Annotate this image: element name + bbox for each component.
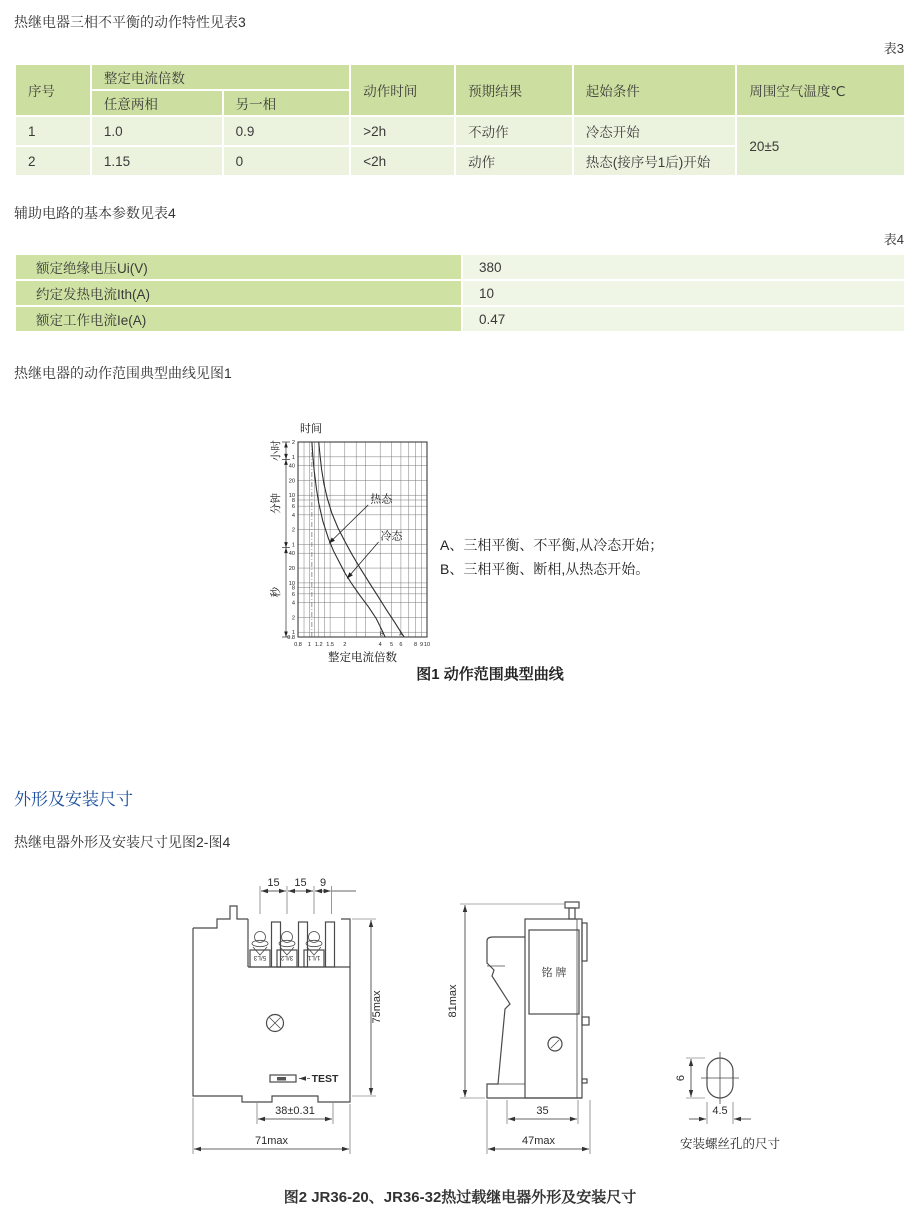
legend-line-b: B、三相平衡、断相,从热态开始。 xyxy=(440,561,650,577)
svg-text:A: A xyxy=(399,631,403,638)
svg-text:整定电流倍数: 整定电流倍数 xyxy=(328,652,397,663)
svg-text:B: B xyxy=(380,631,384,638)
cell-other-phase: 0.9 xyxy=(223,116,351,146)
figure1-legend xyxy=(440,533,663,581)
table-row xyxy=(15,254,905,280)
col-header-expected-result: 预期结果 xyxy=(455,64,573,116)
front-feet-dimension xyxy=(257,1103,333,1124)
svg-text:1.5: 1.5 xyxy=(326,642,334,648)
dim-label: 75max xyxy=(371,990,383,1024)
svg-text:2: 2 xyxy=(343,642,347,648)
hole-height-dimension xyxy=(675,1058,705,1098)
svg-text:4: 4 xyxy=(291,600,295,607)
svg-text:40: 40 xyxy=(288,463,295,470)
svg-text:2: 2 xyxy=(291,615,295,622)
svg-text:1: 1 xyxy=(291,630,295,637)
cell-time: <2h xyxy=(350,146,455,176)
nameplate-label: 铭 牌 xyxy=(541,967,567,979)
table3-label: 表3 xyxy=(883,41,904,56)
table-row xyxy=(15,306,905,332)
cell-start: 冷态开始 xyxy=(573,116,737,146)
svg-text:10: 10 xyxy=(288,580,295,587)
svg-text:10: 10 xyxy=(423,642,431,648)
svg-text:小时: 小时 xyxy=(270,440,282,462)
table3-characteristics xyxy=(14,63,906,177)
cell-no: 2 xyxy=(15,146,91,176)
hole-width-dimension xyxy=(689,1102,751,1124)
dim-label: 9 xyxy=(319,877,327,889)
cell-result: 不动作 xyxy=(455,116,573,146)
cell-other-phase: 0 xyxy=(223,146,351,176)
svg-text:6: 6 xyxy=(291,504,295,511)
svg-text:20: 20 xyxy=(288,478,295,485)
svg-text:8: 8 xyxy=(414,642,418,648)
col-header-ambient-temp: 周围空气温度℃ xyxy=(736,64,905,116)
dim-label: 81max xyxy=(447,984,459,1018)
col-header-start-condition: 起始条件 xyxy=(573,64,737,116)
cell-two-phase: 1.15 xyxy=(91,146,223,176)
terminal-label: 1/L1 xyxy=(307,954,321,961)
svg-text:时间: 时间 xyxy=(300,423,322,435)
terminal-l3 xyxy=(250,932,270,968)
table4-label: 表4 xyxy=(883,232,904,247)
intro-table4-text: 辅助电路的基本参数见表4 xyxy=(14,205,176,221)
front-height-dimension xyxy=(352,919,383,1096)
intro-figure1-text: 热继电器的动作范围典型曲线见图1 xyxy=(14,365,232,381)
table4-aux-parameters xyxy=(14,253,906,333)
param-value: 10 xyxy=(462,280,905,306)
svg-text:2: 2 xyxy=(291,440,295,446)
dim-label: 4.5 xyxy=(712,1105,728,1117)
dim-label: 38±0.31 xyxy=(275,1105,315,1117)
cell-no: 1 xyxy=(15,116,91,146)
dim-label: 47max xyxy=(521,1135,556,1147)
svg-text:1: 1 xyxy=(291,542,295,549)
cell-result: 动作 xyxy=(455,146,573,176)
svg-text:1: 1 xyxy=(307,642,311,648)
svg-text:40: 40 xyxy=(288,551,295,558)
cell-start: 热态(接序号1后)开始 xyxy=(573,146,737,176)
dim-label: 6 xyxy=(675,1074,687,1082)
svg-text:4: 4 xyxy=(291,512,295,519)
svg-text:8: 8 xyxy=(291,585,295,592)
figure1-caption: 图1 动作范围典型曲线 xyxy=(416,666,564,683)
legend-line-a: A、三相平衡、不平衡,从冷态开始； xyxy=(440,537,664,553)
terminal-label: 5/L3 xyxy=(253,954,267,961)
param-name: 约定发热电流Ith(A) xyxy=(15,280,462,306)
cell-time: >2h xyxy=(350,116,455,146)
svg-text:20: 20 xyxy=(288,566,295,573)
side-inner-dimension xyxy=(507,1100,578,1124)
trip-curve-chart xyxy=(240,413,440,663)
col-header-current-multiple: 整定电流倍数 xyxy=(91,64,350,90)
intro-figure2-text: 热继电器外形及安装尺寸见图2-图4 xyxy=(14,834,231,850)
front-view-drawing xyxy=(193,877,383,1154)
center-screw-icon xyxy=(267,1015,284,1032)
svg-text:10: 10 xyxy=(288,493,295,500)
table-row xyxy=(15,280,905,306)
test-label: TEST xyxy=(311,1073,339,1085)
svg-text:秒: 秒 xyxy=(270,587,282,598)
section-heading-dimensions: 外形及安装尺寸 xyxy=(14,790,133,809)
svg-text:6: 6 xyxy=(291,591,295,598)
figure2-block xyxy=(0,866,920,1178)
dim-label: 35 xyxy=(536,1105,549,1117)
svg-text:4: 4 xyxy=(378,642,382,648)
hole-caption: 安装螺丝孔的尺寸 xyxy=(679,1137,781,1151)
figure1-block xyxy=(0,413,920,753)
param-value: 380 xyxy=(462,254,905,280)
col-header-no: 序号 xyxy=(15,64,91,116)
intro-table3-text: 热继电器三相不平衡的动作特性见表3 xyxy=(14,14,246,30)
col-header-action-time: 动作时间 xyxy=(350,64,455,116)
svg-text:分钟: 分钟 xyxy=(270,492,282,514)
table-row xyxy=(15,116,905,146)
param-name: 额定工作电流Ie(A) xyxy=(15,306,462,332)
svg-text:5: 5 xyxy=(390,642,394,648)
side-view-drawing xyxy=(447,902,590,1154)
svg-text:6: 6 xyxy=(399,642,403,648)
front-width-dimension xyxy=(193,1098,350,1154)
mounting-hole-drawing xyxy=(675,1052,780,1151)
svg-text:8: 8 xyxy=(291,497,295,504)
svg-text:9: 9 xyxy=(420,642,424,648)
param-name: 额定绝缘电压Ui(V) xyxy=(15,254,462,280)
side-screw-icon xyxy=(548,1037,562,1051)
dim-label: 71max xyxy=(254,1135,289,1147)
param-value: 0.47 xyxy=(462,306,905,332)
front-top-dimensions xyxy=(260,877,356,914)
figure2-caption: 图2 JR36-20、JR36-32热过载继电器外形及安装尺寸 xyxy=(283,1189,637,1206)
svg-text:热态: 热态 xyxy=(370,493,393,506)
dim-label: 15 xyxy=(294,877,307,889)
svg-text:0.8: 0.8 xyxy=(287,635,295,641)
svg-text:0.8: 0.8 xyxy=(294,642,302,648)
svg-text:冷态: 冷态 xyxy=(380,530,403,543)
col-header-other-phase: 另一相 xyxy=(223,90,351,116)
terminal-label: 3/L2 xyxy=(280,954,294,961)
test-button-drawing xyxy=(270,1073,339,1085)
svg-text:1.2: 1.2 xyxy=(314,642,323,648)
cell-ambient-temp: 20±5 xyxy=(736,116,905,176)
svg-text:2: 2 xyxy=(291,527,295,534)
col-header-two-phase: 任意两相 xyxy=(91,90,223,116)
dim-label: 15 xyxy=(267,877,280,889)
outline-drawings xyxy=(160,866,820,1176)
side-height-dimension xyxy=(447,904,567,1098)
cell-two-phase: 1.0 xyxy=(91,116,223,146)
svg-text:1: 1 xyxy=(291,454,295,461)
